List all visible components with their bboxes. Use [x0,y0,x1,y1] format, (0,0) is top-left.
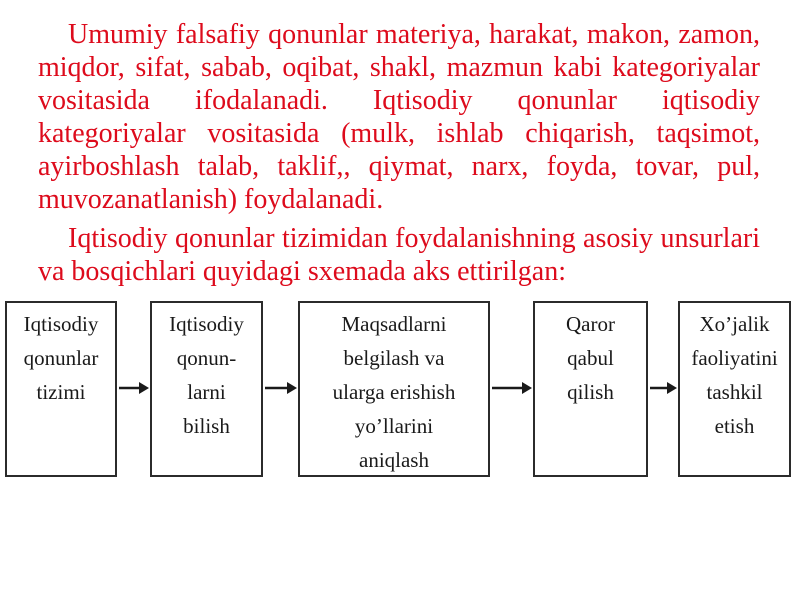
paragraph-economic-laws-categories: Umumiy falsafiy qonunlar materiya, harakat, makon, zamon, miqdor, sifat, sabab, oqibat, shakl, mazmun kabi kategoriyalar vositasida ifodalanadi. Iqtisodiy qonunlar iqtisodiy kategoriyalar vositasida (mulk, ishlab chiqarish, taqsimot, ayirboshlash talab, taklif,, qiymat, narx, foyda, tovar, pul, muvozanatlanish) foydalanadi. [38,19,760,215]
paragraph-scheme-intro: Iqtisodiy qonunlar tizimidan foydalanishning asosiy unsurlari va bosqichlari quyidagi sxemada aks ettirilgan: [38,223,760,287]
arrow-right-icon [117,376,150,400]
arrow-right-icon [648,376,678,400]
step-box-decision-making: Qaror qabul qilish [533,301,648,477]
step-box-organizing-activity: Xo’jalik faoliyatini tashkil etish [678,301,791,477]
step-box-economic-laws-system: Iqtisodiy qonunlar tizimi [5,301,117,477]
arrow-right-icon [263,376,298,400]
step-box-setting-goals: Maqsadlarni belgilash va ularga erishish yo’llarini aniqlash [298,301,490,477]
step-box-knowing-laws: Iqtisodiy qonun- larni bilish [150,301,263,477]
arrow-right-icon [490,376,533,400]
